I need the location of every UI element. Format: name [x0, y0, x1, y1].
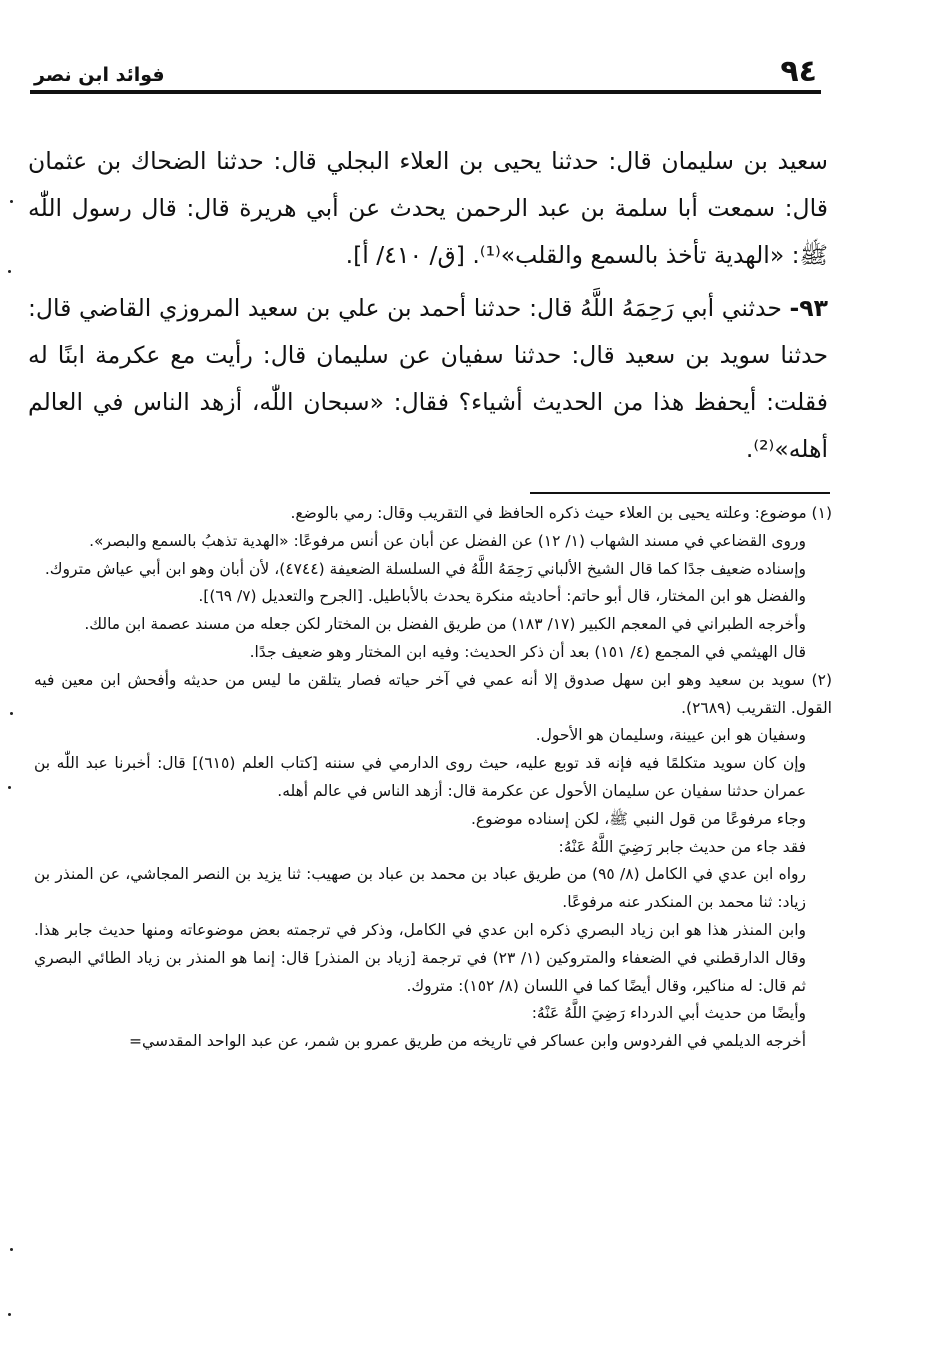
footnote-line: وروى القضاعي في مسند الشهاب (١/ ١٢) عن الفضل عن أبان عن أنس مرفوعًا: «الهدية تذهبُ بالسمع والبصر». — [89, 531, 806, 550]
footnote-line: وأخرجه الطبراني في المعجم الكبير (١٧/ ١٨٣) من طريق الفضل بن المختار لكن جعله من مسند عصمة ابن مالك. — [84, 615, 806, 634]
speck — [10, 1248, 13, 1251]
speck — [10, 200, 13, 203]
running-title: فوائد ابن نصر — [34, 64, 165, 86]
speck — [8, 1313, 11, 1316]
footnote-line: والفضل هو ابن المختار، قال أبو حاتم: أحاديثه منكرة يحدث بالأباطيل. [الجرح والتعديل (٧/ ٦٩)]. — [198, 587, 806, 606]
footnote-line: وأيضًا من حديث أبي الدرداء رَضِيَ اللَّهُ عَنْهُ: — [531, 1004, 806, 1023]
footnotes — [34, 500, 832, 1056]
speck — [8, 270, 11, 273]
footnote-line: وإسناده ضعيف جدًا كما قال الشيخ الألباني رَحِمَهُ اللَّهُ في السلسلة الضعيفة (٤٧٤٤)، لأن أبان وهو ابن أبي عياش متروك. — [44, 559, 806, 578]
speck — [10, 712, 13, 715]
main-text — [28, 138, 828, 473]
footnote-line: فقد جاء من حديث جابر رَضِيَ اللَّهُ عَنْهُ: — [558, 837, 806, 856]
body-paragraph-1: سعيد بن سليمان قال: حدثنا يحيى بن العلاء البجلي قال: حدثنا الضحاك بن عثمان قال: سمعت أبا سلمة بن عبد الرحمن يحدث عن أبي هريرة قال: قال رسول اللّٰه ﷺ: «الهدية تأخذ بالسمع والقلب»⁽¹⁾. [ق/ ٤١٠/ أ]. — [28, 147, 828, 269]
footnote-line: وسفيان هو ابن عيينة، وسليمان هو الأحول. — [535, 726, 806, 745]
page-header — [30, 50, 821, 90]
footnote-2: (٢) سويد بن سعيد وهو ابن سهل صدوق إلا أنه عمي في آخر حياته فصار يتلقن ما ليس من حديثه وأفحش ابن معين فيه القول. التقريب (٢٦٨٩). — [34, 670, 832, 717]
footnote-line: أخرجه الديلمي في الفردوس وابن عساكر في تاريخه من طريق عمرو بن شمر، عن عبد الواحد المقدسي= — [129, 1032, 806, 1051]
header-rule — [30, 90, 821, 94]
footnote-line: رواه ابن عدي في الكامل (٨/ ٩٥) من طريق عباد بن محمد بن عباد بن صهيب: ثنا يزيد بن النصر المجاشي، عن المنذر بن زياد: ثنا محمد بن المنكدر عنه مرفوعًا. — [34, 865, 806, 912]
footnote-line: وابن المنذر هذا هو ابن زياد البصري ذكره ابن عدي في الكامل، وذكر في ترجمته بعض موضوعاته ومنها حديث جابر هذا. وقال الدارقطني في الضعفاء والمتروكين (١/ ٢٣) في ترجمة [زياد بن المنذر] قال: إنما هو المنذر بن زياد الطائي البصري ثم قال: له مناكير، وقال أيضًا كما في اللسان (٨/ ١٥٢): متروك. — [34, 920, 806, 995]
hadith-number: ٩٣- — [789, 294, 828, 322]
page-number: ٩٤ — [780, 54, 817, 89]
hadith-text: حدثني أبي رَحِمَهُ اللَّهُ قال: حدثنا أحمد بن علي بن سعيد المروزي القاضي قال: حدثنا سويد بن سعيد قال: حدثنا سفيان عن سليمان قال: رأيت مع عكرمة ابنًا له فقلت: أيحفظ هذا من الحديث أشياء؟ فقال: «سبحان اللّٰه، أزهد الناس في العالم أهله»⁽²⁾. — [28, 294, 828, 463]
footnote-line: قال الهيثمي في المجمع (٤/ ١٥١) بعد أن ذكر الحديث: وفيه ابن المختار وهو ضعيف جدًا. — [249, 642, 806, 661]
footnote-separator — [530, 492, 830, 494]
speck — [8, 786, 11, 789]
footnote-1: (١) موضوع: وعلته يحيى بن العلاء حيث ذكره الحافظ في التقريب وقال: رمي بالوضع. — [290, 504, 832, 522]
footnote-line: وإن كان سويد متكلمًا فيه فإنه قد توبع عليه، حيث روى الدارمي في سننه [كتاب العلم (٦١٥)] قال: أخبرنا عبد اللّٰه بن عمران حدثنا سفيان عن سليمان الأحول عن عكرمة قال: أزهد الناس في عالم أهله. — [34, 754, 806, 800]
footnote-line: وجاء مرفوعًا من قول النبي ﷺ، لكن إسناده موضوع. — [471, 809, 806, 828]
body-paragraph-2 — [28, 285, 828, 473]
